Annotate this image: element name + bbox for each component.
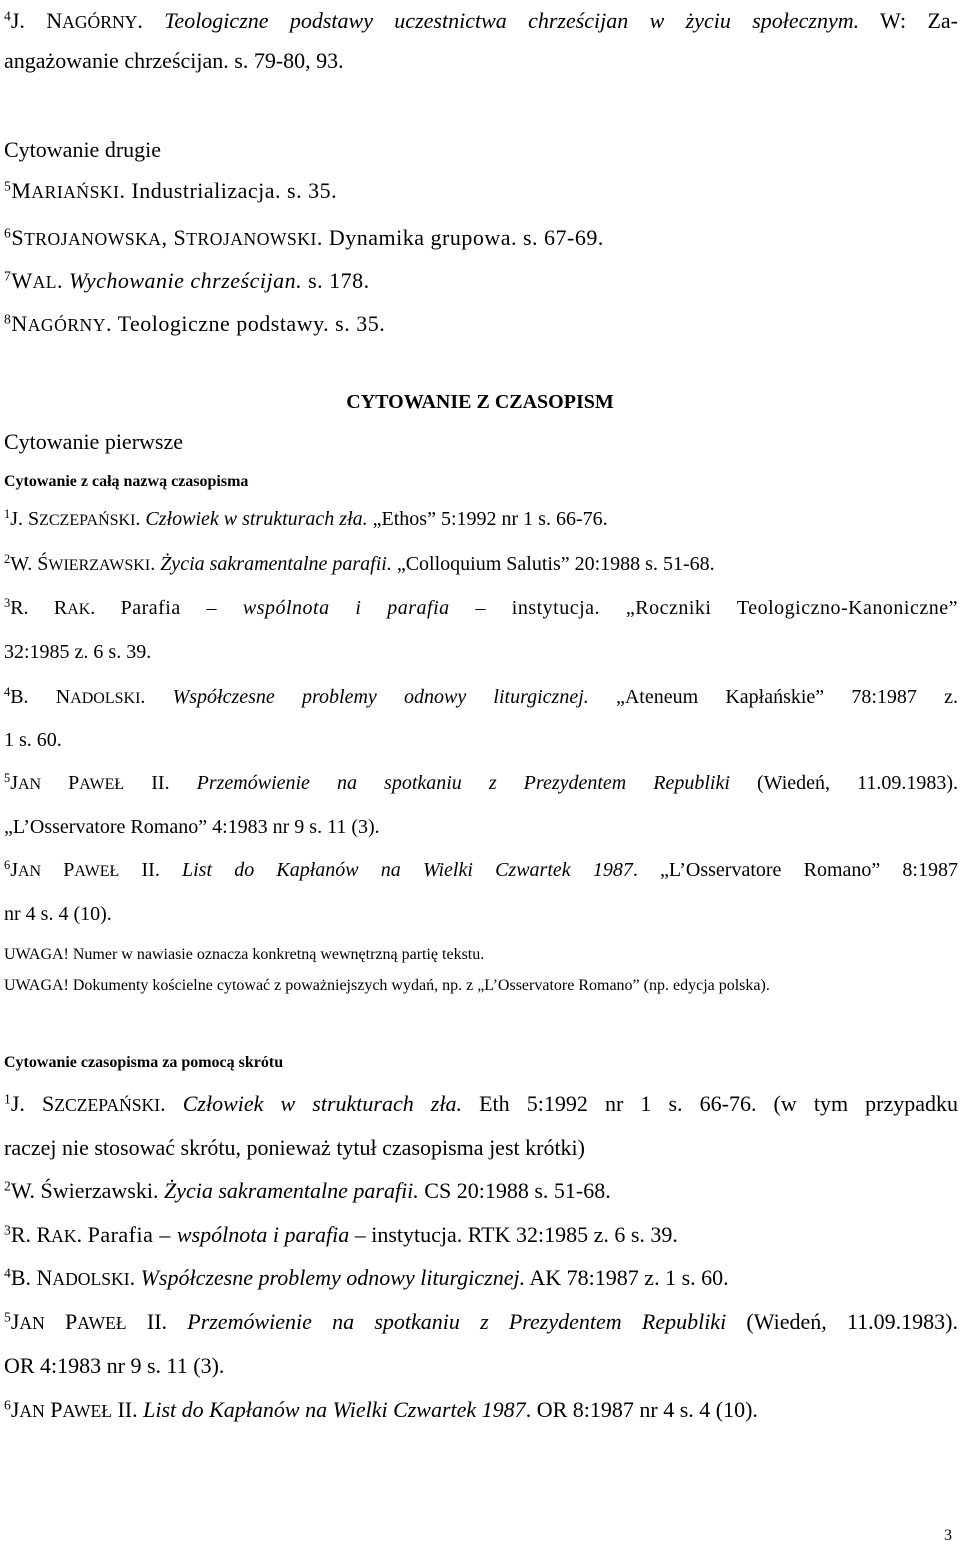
journal-citation-6: $^6$JAN PAWEŁ II. List do Kapłanów na Wielki Czwartek 1987. „L’Osservatore Romano” 8:1987 xyxy=(4,858,958,881)
journal-citation-5: $^5$JAN PAWEŁ II. Przemówienie na spotkaniu z Prezydentem Republiki (Wiedeń, 11.09.1983). xyxy=(4,771,958,794)
note-1: UWAGA! Numer w nawiasie oznacza konkretną wewnętrzną partię tekstu. xyxy=(4,946,485,963)
journal-citation-1: $^1$J. SZCZEPAŃSKI. Człowiek w strukturach zła. „Ethos” 5:1992 nr 1 s. 66-76. xyxy=(4,507,608,530)
abbr-citation-3: $^3$R. RAK. Parafia – wspólnota i parafia – instytucja. RTK 32:1985 z. 6 s. 39. xyxy=(4,1222,678,1247)
abbr-citation-4: $^4$B. NADOLSKI. Współczesne problemy odnowy liturgicznej. AK 78:1987 z. 1 s. 60. xyxy=(4,1265,729,1290)
journal-citation-3: $^3$R. RAK. Parafia – wspólnota i parafia – instytucja. „Roczniki Teologiczno-Kanoniczne” xyxy=(4,596,958,619)
citation-7: $^7$WAL. Wychowanie chrześcijan. s. 178. xyxy=(4,268,370,293)
journal-citation-4: $^4$B. NADOLSKI. Współczesne problemy odnowy liturgicznej. „Ateneum Kapłańskie” 78:1987 z. xyxy=(4,685,959,708)
citation-8: $^8$NAGÓRNY. Teologiczne podstawy. s. 35. xyxy=(4,311,386,336)
note-2: UWAGA! Dokumenty kościelne cytować z poważniejszych wydań, np. z „L’Osservatore Romano” (np. edycja polska). xyxy=(4,977,770,994)
abbr-citation-6: $^6$JAN PAWEŁ II. List do Kapłanów na Wielki Czwartek 1987. OR 8:1987 nr 4 s. 4 (10). xyxy=(4,1397,758,1422)
journal-citation-5-line-2: „L’Osservatore Romano” 4:1983 nr 9 s. 11 (3). xyxy=(4,816,380,838)
abbr-citation-1-line-2: raczej nie stosować skrótu, ponieważ tytuł czasopisma jest krótki) xyxy=(4,1135,585,1160)
journal-citation-2: $^2$W. ŚWIERZAWSKI. Życia sakramentalne parafii. „Colloquium Salutis” 20:1988 s. 51-68. xyxy=(4,552,715,575)
subheading-abbreviated-journal: Cytowanie czasopisma za pomocą skrótu xyxy=(4,1054,284,1071)
page-number: 3 xyxy=(944,1527,952,1544)
abbr-citation-5: $^5$JAN PAWEŁ II. Przemówienie na spotkaniu z Prezydentem Republiki (Wiedeń, 11.09.1983). xyxy=(4,1309,958,1334)
abbr-citation-5-line-2: OR 4:1983 nr 9 s. 11 (3). xyxy=(4,1353,225,1378)
citation-6: $^6$STROJANOWSKA, STROJANOWSKI. Dynamika grupowa. s. 67-69. xyxy=(4,225,604,250)
footnote-4-line-1: $^4$J. NAGÓRNY. Teologiczne podstawy uczestnictwa chrześcijan w życiu społecznym. W: Za- xyxy=(4,8,958,33)
journal-citation-4-line-2: 1 s. 60. xyxy=(4,729,62,751)
footnote-4-line-2: angażowanie chrześcijan. s. 79-80, 93. xyxy=(4,48,344,73)
section-title-journals: CYTOWANIE Z CZASOPISM xyxy=(346,391,614,413)
abbr-citation-1: $^1$J. SZCZEPAŃSKI. Człowiek w strukturach zła. Eth 5:1992 nr 1 s. 66-76. (w tym przypadku xyxy=(4,1091,959,1116)
section-heading-cytowanie-drugie: Cytowanie drugie xyxy=(4,137,162,162)
journal-citation-3-line-2: 32:1985 z. 6 s. 39. xyxy=(4,641,152,663)
abbr-citation-2: $^2$W. Świerzawski. Życia sakramentalne parafii. CS 20:1988 s. 51-68. xyxy=(4,1178,611,1203)
subheading-full-journal-name: Cytowanie z całą nazwą czasopisma xyxy=(4,473,249,490)
citation-5: $^5$MARIAŃSKI. Industrializacja. s. 35. xyxy=(4,178,338,203)
section-heading-cytowanie-pierwsze: Cytowanie pierwsze xyxy=(4,429,183,454)
journal-citation-6-line-2: nr 4 s. 4 (10). xyxy=(4,903,112,925)
